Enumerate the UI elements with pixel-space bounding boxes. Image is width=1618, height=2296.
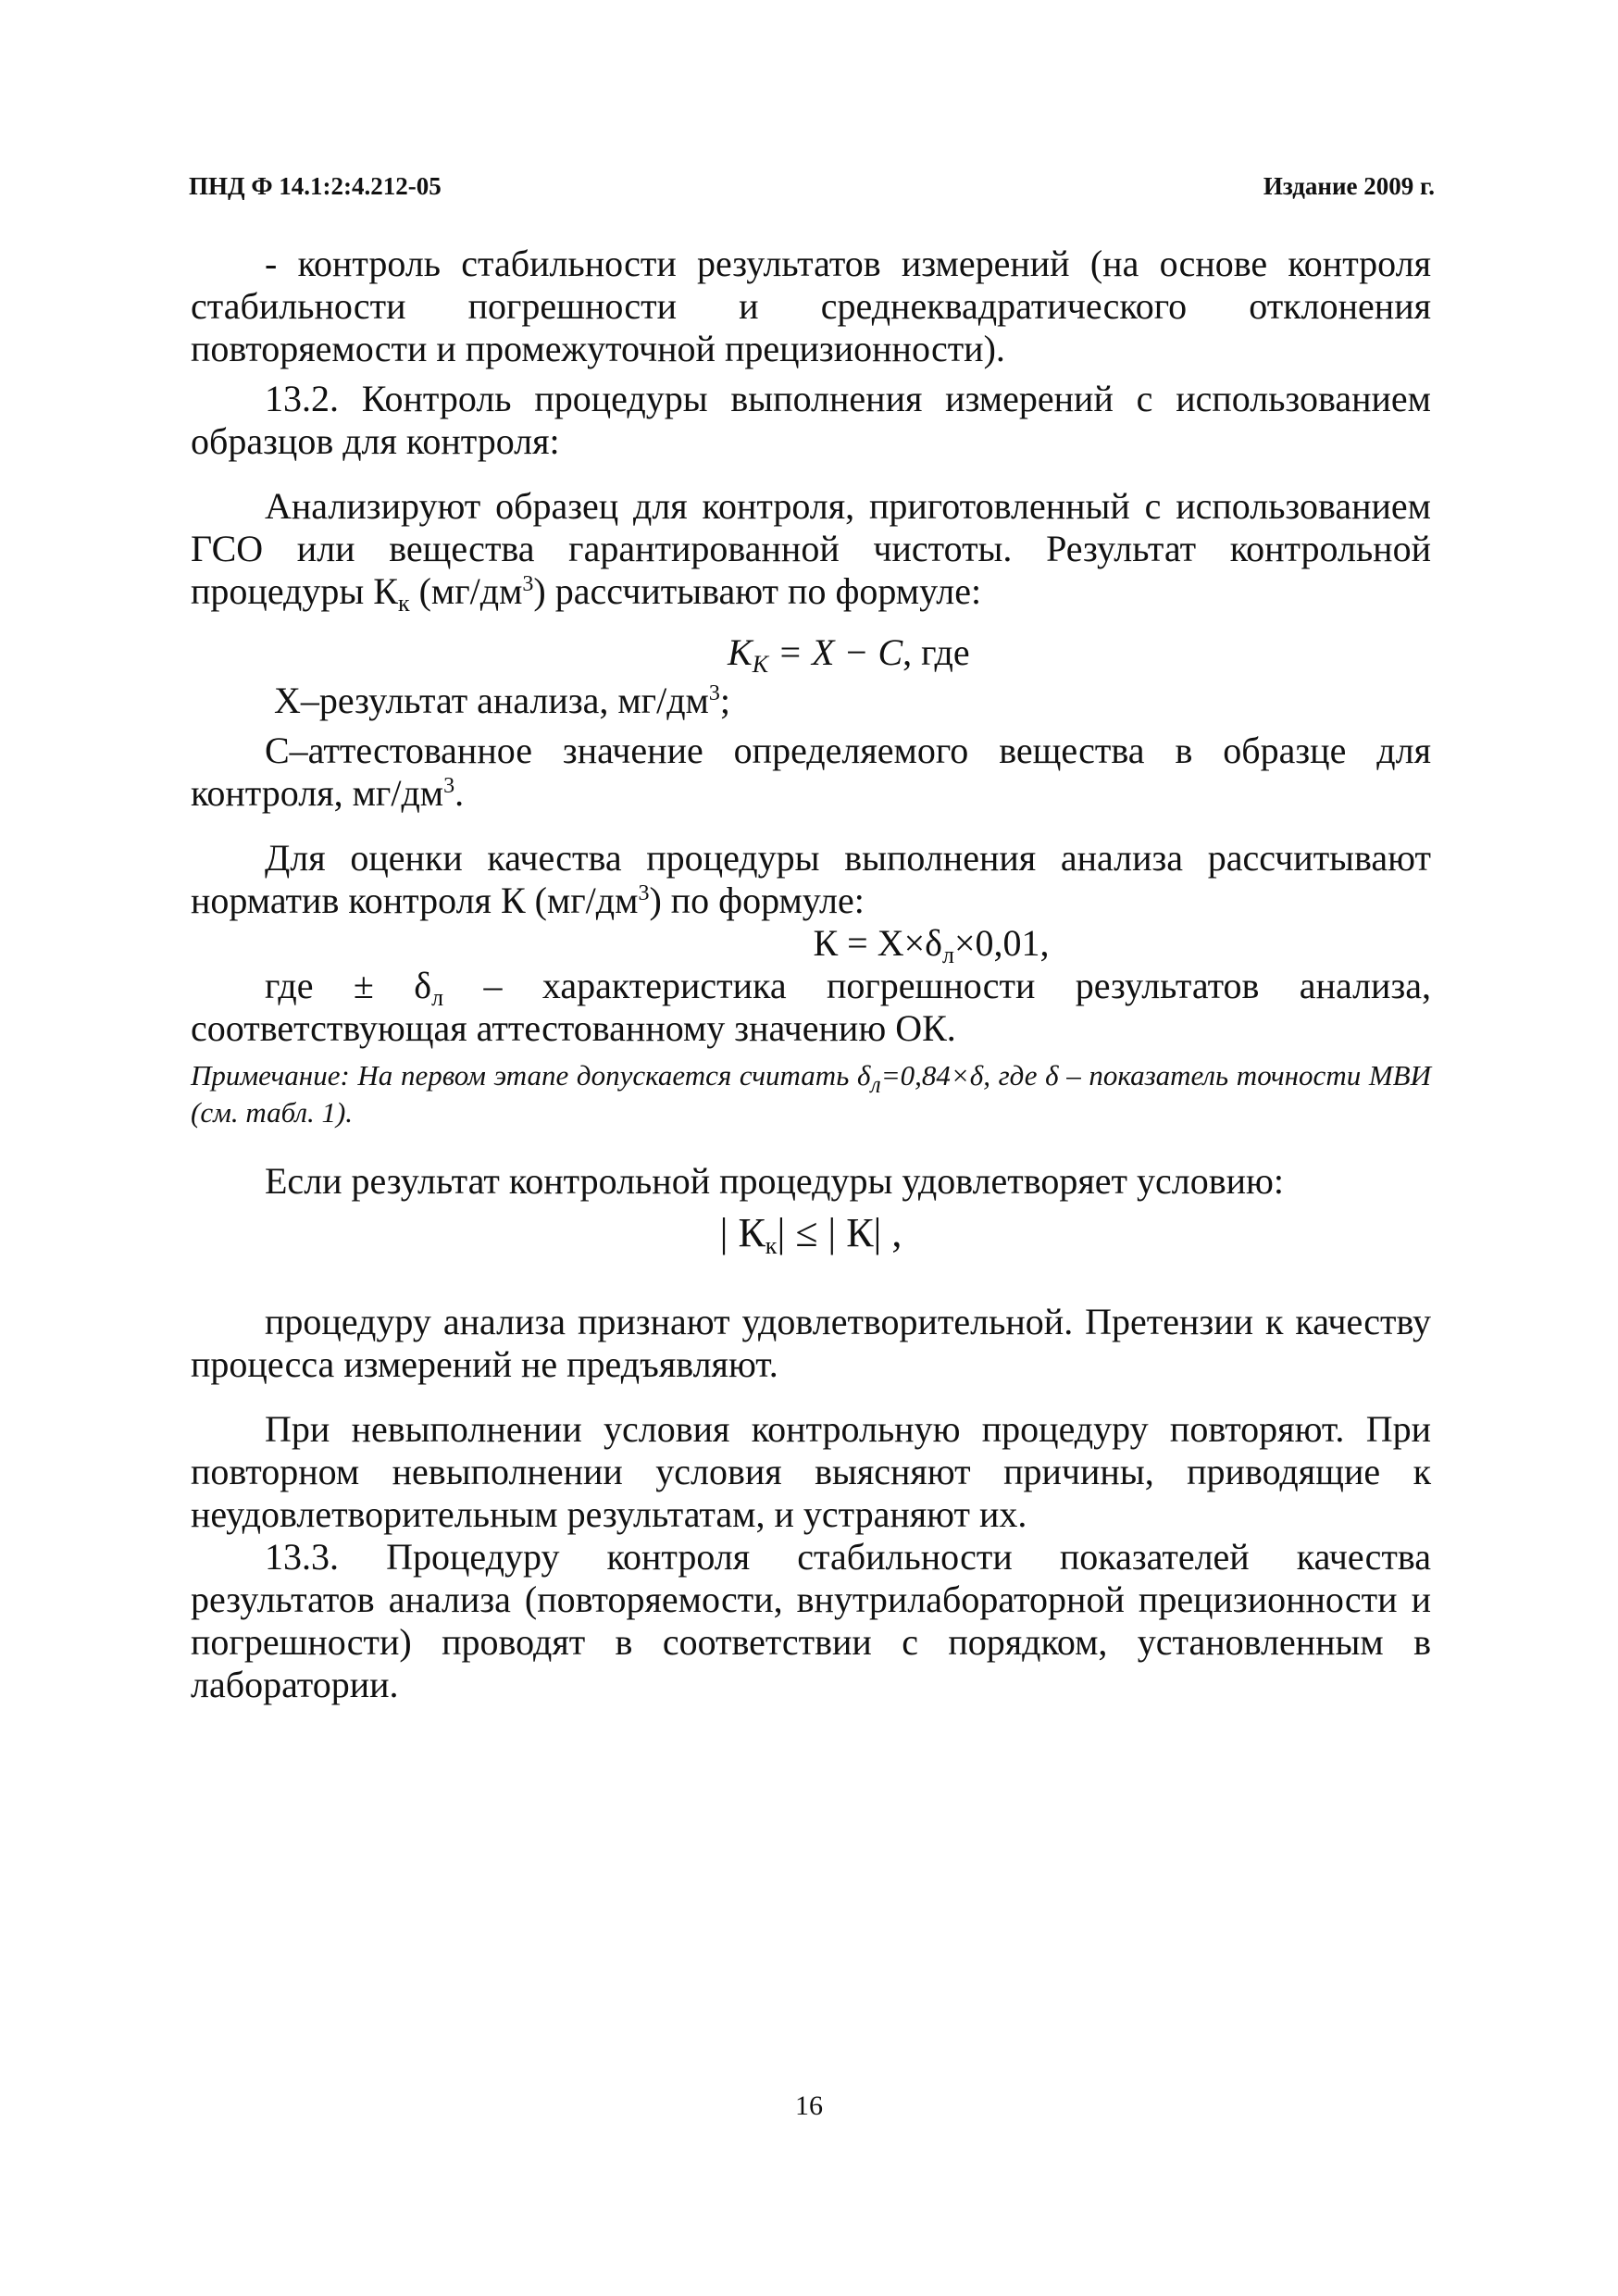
c-definition: С–аттестованное значение определяемого вещества в образце для контроля, $мг/дм^3$. bbox=[191, 730, 1431, 814]
condition-paragraph: Если результат контрольной процедуры удовлетворяет условию: bbox=[265, 1160, 1285, 1202]
analyze-paragraph: Анализируют образец для контроля, приготовленный с использованием ГСО или вещества гарантированной чистоты. Результат контрольной процедуры $К_к$ $(мг/дм^3)$ рассчитывают по формуле: bbox=[191, 485, 1431, 617]
x-definition: X–результат анализа, $мг/дм^3$; bbox=[274, 680, 730, 721]
formula-k: $К = X\times\delta_л\times 0,01$, bbox=[813, 922, 1050, 968]
bullet-paragraph: - контроль стабильности результатов измерений (на основе контроля стабильности погрешности и среднеквадратического отклонения повторяемости и промежуточной прецизионности). bbox=[191, 243, 1431, 369]
section-13-3: 13.3. Процедуру контроля стабильности показателей качества результатов анализа (повторяемости, внутрилабораторной прецизионности и погрешности) проводят в соответствии с порядком, установленным в лаборатории. bbox=[191, 1536, 1431, 1705]
formula-kk: $K_K = X - C$, где bbox=[728, 631, 970, 678]
formula-condition: | $К_к|$ ≤ | К| , bbox=[719, 1210, 902, 1259]
norm-paragraph: Для оценки качества процедуры выполнения анализа рассчитывают норматив контроля К $(мг/дм^3)$ по формуле: bbox=[191, 837, 1431, 921]
repeat-paragraph: При невыполнении условия контрольную процедуру повторяют. При повторном невыполнении условия выясняют причины, приводящие к неудовлетворительным результатам, и устраняют их. bbox=[191, 1408, 1431, 1535]
satisfactory-paragraph: процедуру анализа признают удовлетворительной. Претензии к качеству процесса измерений не предъявляют. bbox=[191, 1301, 1431, 1385]
where-paragraph: где ± $\delta_л$ – характеристика погрешности результатов анализа, соответствующая аттестованному значению ОК. bbox=[191, 965, 1431, 1049]
document-body bbox=[191, 243, 1431, 1706]
note-paragraph: Примечание: На первом этапе допускается считать $\delta_л=0,84\times\delta$, где δ – показатель точности МВИ (см. табл. 1). bbox=[191, 1059, 1431, 1129]
page-number: 16 bbox=[795, 2090, 823, 2121]
edition-label: Издание 2009 г. bbox=[1263, 172, 1435, 200]
document-code: ПНД Ф 14.1:2:4.212-05 bbox=[189, 172, 442, 200]
section-13-2: 13.2. Контроль процедуры выполнения измерений с использованием образцов для контроля: bbox=[191, 378, 1431, 462]
